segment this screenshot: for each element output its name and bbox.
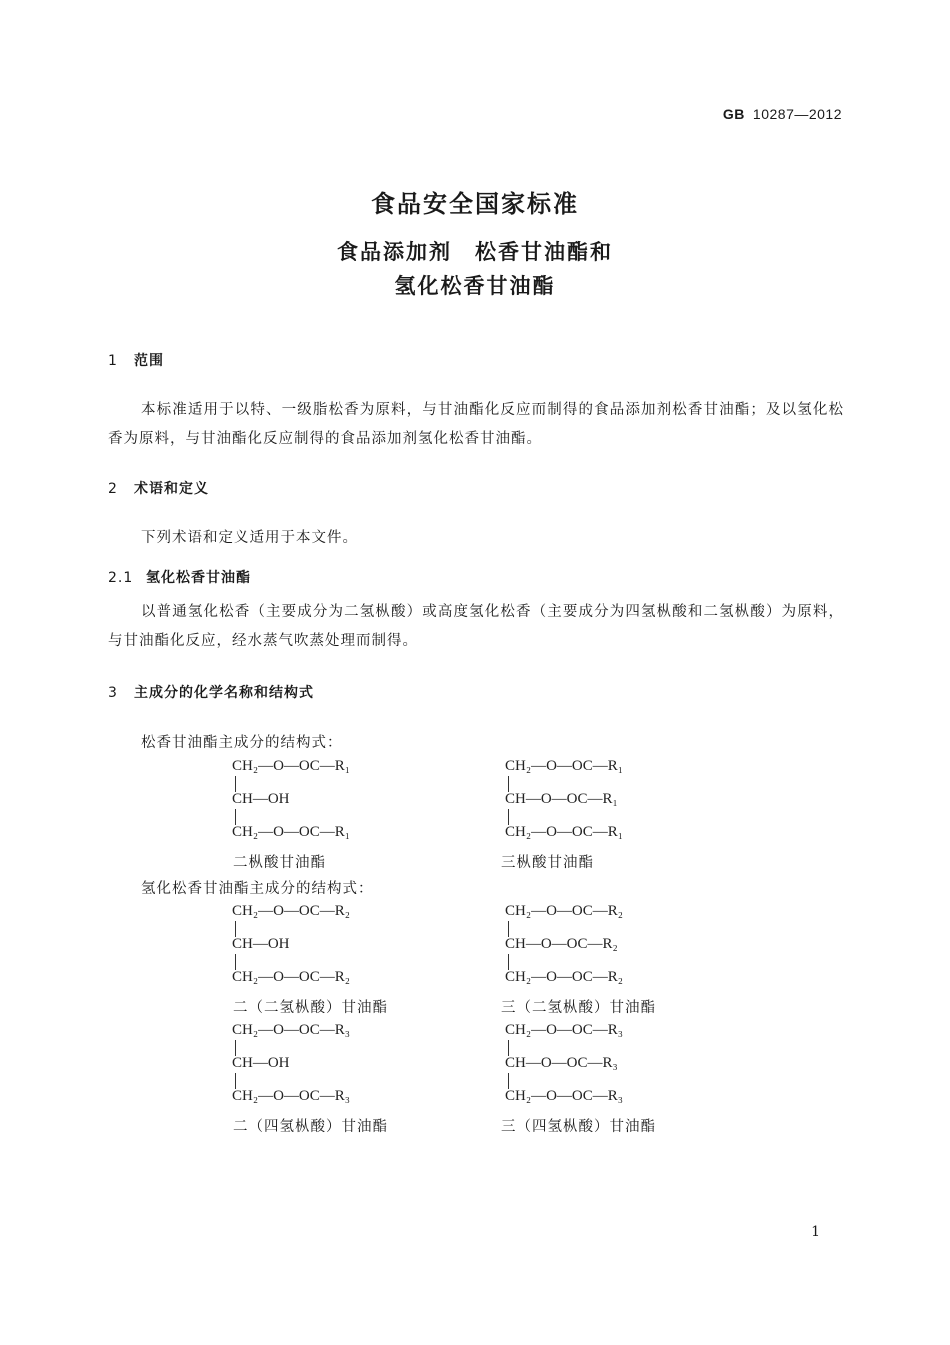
formula-bottom-line: CH₂—O—OC—R₂ [232,969,350,985]
subtitle-line-1: 食品添加剂 松香甘油酯和 [337,240,613,264]
bond-line [235,954,236,970]
standard-number: 10287—2012 [752,106,842,122]
section-2-heading [108,478,209,498]
formula-top-line: CH₂—O—OC—R₂ [505,903,623,919]
formula-mid-line: CH—O—OC—R₃ [505,1055,618,1071]
hydro-structure-intro: 氢化松香甘油酯主成分的结构式： [141,881,374,897]
section-title: 氢化松香甘油酯 [146,570,251,586]
caption-di-r3: 二（四氢枞酸）甘油酯 [233,1119,388,1135]
formula-top-line: CH₂—O—OC—R₂ [232,903,350,919]
section-title: 范围 [134,353,164,369]
caption-tri-r1: 三枞酸甘油酯 [501,855,594,871]
formula-di-r1 [232,758,432,848]
bond-line [235,1073,236,1089]
page-number: 1 [811,1224,820,1240]
formula-mid-line: CH—OH [232,936,290,952]
bond-line [508,776,509,792]
formula-tri-r3 [505,1022,705,1112]
formula-bottom-line: CH₂—O—OC—R₁ [232,824,350,840]
bond-line [508,1040,509,1056]
section-number: 2.1 [108,570,134,586]
standard-prefix: GB [722,106,745,122]
section-number: 2 [108,481,118,497]
formula-mid-line: CH—OH [232,791,290,807]
subtitle-line-2: 氢化松香甘油酯 [394,274,556,298]
bond-line [508,1073,509,1089]
section-3-heading [108,682,314,702]
section-2-text: 下列术语和定义适用于本文件。 [141,530,358,546]
section-2-1-text: 以普通氢化松香（主要成分为二氢枞酸）或高度氢化松香（主要成分为四氢枞酸和二氢枞酸）为原料，与甘油酯化反应，经水蒸气吹蒸处理而制得。 [108,604,844,649]
rosin-structure-intro: 松香甘油酯主成分的结构式： [141,735,343,751]
main-title: 食品安全国家标准 [371,190,579,218]
section-2-1-heading [108,567,251,587]
formula-di-r3 [232,1022,432,1112]
section-title: 术语和定义 [134,481,209,497]
formula-top-line: CH₂—O—OC—R₁ [505,758,623,774]
formula-top-line: CH₂—O—OC—R₃ [232,1022,350,1038]
bond-line [235,1040,236,1056]
formula-bottom-line: CH₂—O—OC—R₂ [505,969,623,985]
section-1-heading [108,350,164,370]
bond-line [508,809,509,825]
formula-tri-r1 [505,758,705,848]
bond-line [508,921,509,937]
standard-code [723,106,842,122]
formula-bottom-line: CH₂—O—OC—R₃ [232,1088,350,1104]
caption-di-r2: 二（二氢枞酸）甘油酯 [233,1000,388,1016]
caption-tri-r3: 三（四氢枞酸）甘油酯 [501,1119,656,1135]
formula-top-line: CH₂—O—OC—R₁ [232,758,350,774]
formula-mid-line: CH—O—OC—R₁ [505,791,618,807]
formula-top-line: CH₂—O—OC—R₃ [505,1022,623,1038]
bond-line [235,921,236,937]
caption-di-r1: 二枞酸甘油酯 [233,855,326,871]
formula-bottom-line: CH₂—O—OC—R₃ [505,1088,623,1104]
formula-mid-line: CH—OH [232,1055,290,1071]
formula-di-r2 [232,903,432,993]
bond-line [508,954,509,970]
bond-line [235,776,236,792]
bond-line [235,809,236,825]
section-number: 3 [108,685,118,701]
section-1-text: 本标准适用于以特、一级脂松香为原料，与甘油酯化反应而制得的食品添加剂松香甘油酯；及以氢化松香为原料，与甘油酯化反应制得的食品添加剂氢化松香甘油酯。 [108,402,844,447]
section-title: 主成分的化学名称和结构式 [134,685,314,701]
formula-mid-line: CH—O—OC—R₂ [505,936,618,952]
section-number: 1 [108,353,118,369]
caption-tri-r2: 三（二氢枞酸）甘油酯 [501,1000,656,1016]
formula-bottom-line: CH₂—O—OC—R₁ [505,824,623,840]
formula-tri-r2 [505,903,705,993]
